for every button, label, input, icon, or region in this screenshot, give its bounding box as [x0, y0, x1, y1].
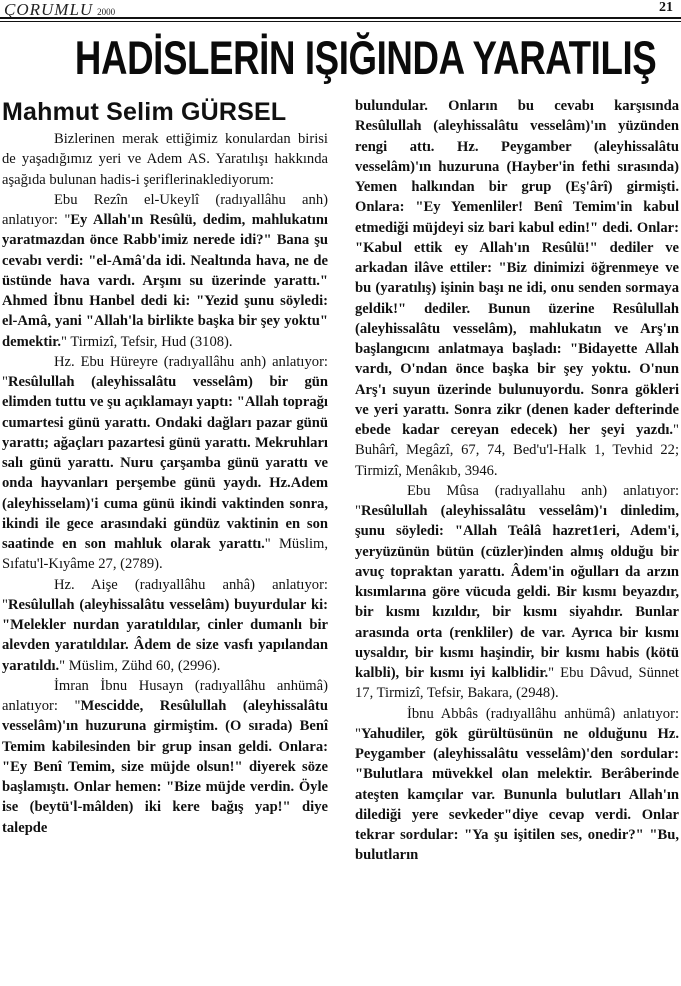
text-run: Ebu Rezîn el-Ukeylî (radıyallâhu anh) anlatıyor: " — [2, 191, 328, 228]
paragraph — [355, 96, 679, 481]
text-run: " Tirmizî, Tefsir, Hud (3108). — [61, 333, 233, 350]
magazine-title: ÇORUMLU — [4, 0, 94, 19]
text-run: " Müslim, Zühd 60, (2996). — [59, 657, 221, 674]
paragraph — [2, 129, 328, 190]
page-number: 21 — [659, 0, 673, 15]
paragraph — [2, 676, 328, 838]
article-author: Mahmut Selim GÜRSEL — [2, 98, 287, 126]
right-column — [355, 96, 679, 866]
text-run: Hz. Aişe (radıyallâhu anhâ) anlatıyor: " — [2, 576, 328, 613]
text-run: " Buhârî, Megâzî, 67, 74, Bed'u'l-Halk 1, Tevhid 22; Tirmizî, Menâkıb, 3946. — [355, 422, 679, 479]
header-rule — [0, 17, 681, 19]
magazine-year: 2000 — [97, 7, 116, 17]
hadith-quote: Resûlullah (aleyhissalâtu vesselâm)'ı dinledim, şunu söyledi: "Allah Teâlâ hazret1eri, Adem'i, yeryüzünün bütün (cüzler)inden almış olduğu bir avuç topraktan yarattı. Âdem'in oğulları da arzın kısımlarına göre vücuda geldi. Bir kısmı beyazdır, bir kısmı kızıldır, bir kısmı siyahdır. Bunlar arasında orta (renkliler) de var. Ayrıca bir kısmı uysaldır, bir kısmı haşindir, bir kısmı habis (kötü kalbli), bir kısmı iyi kalblidir. — [355, 503, 679, 681]
hadith-quote: Resûlullah (aleyhissalâtu vesselâm) buyurdular ki: "Melekler nurdan yaratıldılar, cinler dumanlı bir alevden yaratıldılar. Âdem de size vasfı yapılandan yaratıldı. — [2, 596, 328, 674]
hadith-quote: Resûlullah (aleyhissalâtu vesselâm) bir gün elimden tuttu ve şu açıklamayı yaptı: "Allah toprağı cumartesi günü yarattı. Ondaki dağları pazar günü yarattı; ağaçları pazartesi günü yarattı. Mekruhları salı günü yarattı. Nuru çarşamba günü yarattı ve onda hayvanları perşembe günü yaydı. Hz.Adem (aleyhisselam)'i cuma günü ikindi vaktinden sonra, ikindi ile gece arasındaki gündüz vaktinin en son saatinde en son mahluk olarak yarattı. — [2, 374, 328, 552]
hadith-quote: bulundular. Onların bu cevabı karşısında Resûlullah (aleyhissalâtu vesselâm)'ın yüzünden rengi attı. Hz. Peygamber (aleyhissalâtu vesselâm)'ın huzuruna (Hayber'in fethi sırasında) Yemen halkından bir grup (Eş'ârî) girmişti. Onlara: "Ey Yemenliler! Benî Temim'in kabul etmediği müjdeyi siz bari kabul edin!" dedi. Onlar: "Kabul ettik ey Allah'ın Resûlü!" dediler ve arkadan ilâve ettiler: "Biz dinimizi öğrenmeye ve bu (yaratılış) işinin başı ne idi, onu senden sormaya geldik!" dediler. Bunun üzerine Resûlullah (aleyhissalâtu vesselâm), mahlukatın ve Arş'ın başlangıcını anlatmaya başladı: "Bidayette Allah vardı, O'ndan önce başka bir şey yoktu. O'nun Arş'ı suyun üzerinde bulunuyordu. Sonra gökleri ve yeri yarattı. Sonra zikr (denen kader defterinde ebede kadar cereyan edecek) her şeyi yazdı. — [355, 98, 679, 438]
paragraph — [2, 352, 328, 575]
left-column — [2, 129, 328, 838]
paragraph — [355, 704, 679, 866]
text-run: Bizlerinen merak ettiğimiz konulardan birisi de yaşadığımız yeri ve Adem AS. Yaratılışı hakkında aşağıda bulunan hadis-i şeriflerinaklediyorum: — [2, 131, 328, 188]
paragraph — [2, 575, 328, 676]
paragraph — [2, 190, 328, 352]
paragraph — [355, 481, 679, 704]
text-run: Ebu Mûsa (radıyallahu anh) anlatıyor: " — [355, 482, 679, 519]
article-title: HADİSLERİN IŞIĞINDA YARATILIŞ — [74, 31, 657, 84]
text-run: İmran İbnu Husayn (radıyallâhu anhümâ) anlatıyor: " — [2, 677, 328, 714]
text-run: " Müslim, Sıfatu'l-Kıyâme 27, (2789). — [2, 536, 329, 573]
hadith-quote: Yahudiler, gök gürültüsünün ne olduğunu Hz. Peygamber (aleyhissalâtu vesselâm)'den sordular: "Bulutlara müvekkel olan melektir. Berâberinde ateşten kamçılar var. Bununla bulutları Allah'ın dilediği yere sevkeder"diye cevap verdi. Onlar tekrar sordular: "Ya şu işitilen ses, onedir?" "Bu, bulutların — [355, 725, 679, 864]
text-run: " Ebu Dâvud, Sünnet 17, Tirmizî, Tefsir, Bakara, (2948). — [355, 665, 679, 702]
hadith-quote: Ey Allah'ın Resûlü, dedim, mahlukatını yaratmazdan önce Rabb'imiz nerede idi?" Bana şu cevabı verdi: "el-Amâ'da idi. Nealtında hava, ne de üstünde hava vardı. Arşını su üzerinde yarattı." Ahmed İbnu Hanbel dedi ki: "Yezid şunu söyledi: el-Amâ, yani "Allah'la birlikte başka bir şey yoktu" demektir. — [2, 212, 328, 350]
header-rule-thin — [0, 21, 681, 22]
text-run: İbnu Abbâs (radıyallâhu anhümâ) anlatıyor: " — [355, 705, 679, 742]
hadith-quote: Mescidde, Resûlullah (aleyhissalâtu vesselâm)'ın huzuruna girmiştim. (O sırada) Benî Temim kabilesinden bir grup insan geldi. Onlara: "Ey Benî Temim, size müjde olsun!" diyerek söze başlamıştı. Onlar hemen: "Bize müjde verdin. Öyle ise (beytü'l-mâlden) iki kere bağış yap!" diye talepde — [2, 698, 329, 836]
text-run: Hz. Ebu Hüreyre (radıyallâhu anh) anlatıyor: " — [2, 353, 328, 390]
page-header — [0, 0, 681, 22]
